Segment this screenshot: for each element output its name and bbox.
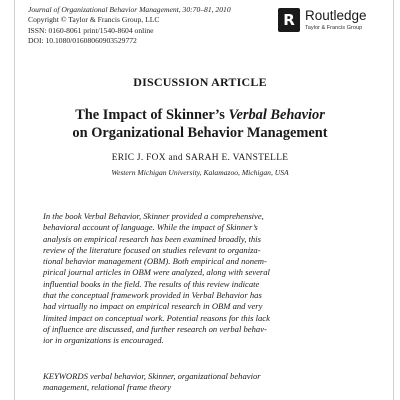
copyright-line: Copyright © Taylor & Francis Group, LLC bbox=[28, 15, 160, 25]
article-title bbox=[20, 106, 380, 142]
routledge-logo-icon: R bbox=[278, 8, 300, 32]
title-line1: The Impact of Skinner’s bbox=[75, 107, 229, 123]
title-italic-book: Verbal Behavior bbox=[228, 107, 325, 123]
keywords-line: KEYWORDS verbal behavior, Skinner, organizational behavior bbox=[43, 371, 261, 381]
abstract-line: review of the literature focused on studies relevant to organiza- bbox=[43, 244, 261, 255]
affiliation: Western Michigan University, Kalamazoo, Michigan, USA bbox=[111, 168, 289, 177]
abstract-line: In the book Verbal Behavior, Skinner provided a comprehensive, bbox=[43, 211, 264, 221]
abstract-line: limited impact on conceptual work. Potential reasons for this lack bbox=[43, 312, 270, 323]
authors: ERIC J. FOX and SARAH E. VANSTELLE bbox=[111, 153, 289, 163]
article-type: DISCUSSION ARTICLE bbox=[133, 75, 267, 89]
publisher-name: Routledge bbox=[305, 8, 367, 23]
keywords-line: management, relational frame theory bbox=[43, 382, 172, 393]
issn-line: ISSN: 0160-8061 print/1540-8604 online bbox=[28, 25, 154, 35]
abstract-line: pirical journal articles in OBM were analyzed, along with several bbox=[43, 267, 270, 278]
publisher-subtitle: Taylor & Francis Group bbox=[305, 25, 363, 31]
abstract bbox=[43, 211, 363, 347]
abstract-line: analysis on empirical research has been examined broadly, this bbox=[43, 233, 261, 244]
abstract-line: ior in organizations is encouraged. bbox=[43, 335, 164, 346]
abstract-line: behavioral account of language. While the impact of Skinner’s bbox=[43, 222, 258, 233]
abstract-line: tional behavior management (OBM). Both empirical and nonem- bbox=[43, 256, 267, 267]
publisher-logo bbox=[278, 8, 390, 34]
title-line2: on Organizational Behavior Management bbox=[72, 125, 328, 141]
abstract-line: that the conceptual framework provided in Verbal Behavior has bbox=[43, 290, 262, 301]
journal-citation: Journal of Organizational Behavior Management, 30:70–81, 2010 bbox=[28, 5, 231, 14]
abstract-line: of influence are discussed, and further research on verbal behav- bbox=[43, 323, 267, 334]
journal-header bbox=[28, 5, 288, 46]
keywords bbox=[43, 371, 363, 394]
doi-line: DOI: 10.1080/01608060903529772 bbox=[28, 35, 137, 45]
abstract-line: had virtually no impact on empirical research in OBM and very bbox=[43, 301, 263, 312]
abstract-line: influential books in the field. The results of this review indicate bbox=[43, 278, 260, 289]
